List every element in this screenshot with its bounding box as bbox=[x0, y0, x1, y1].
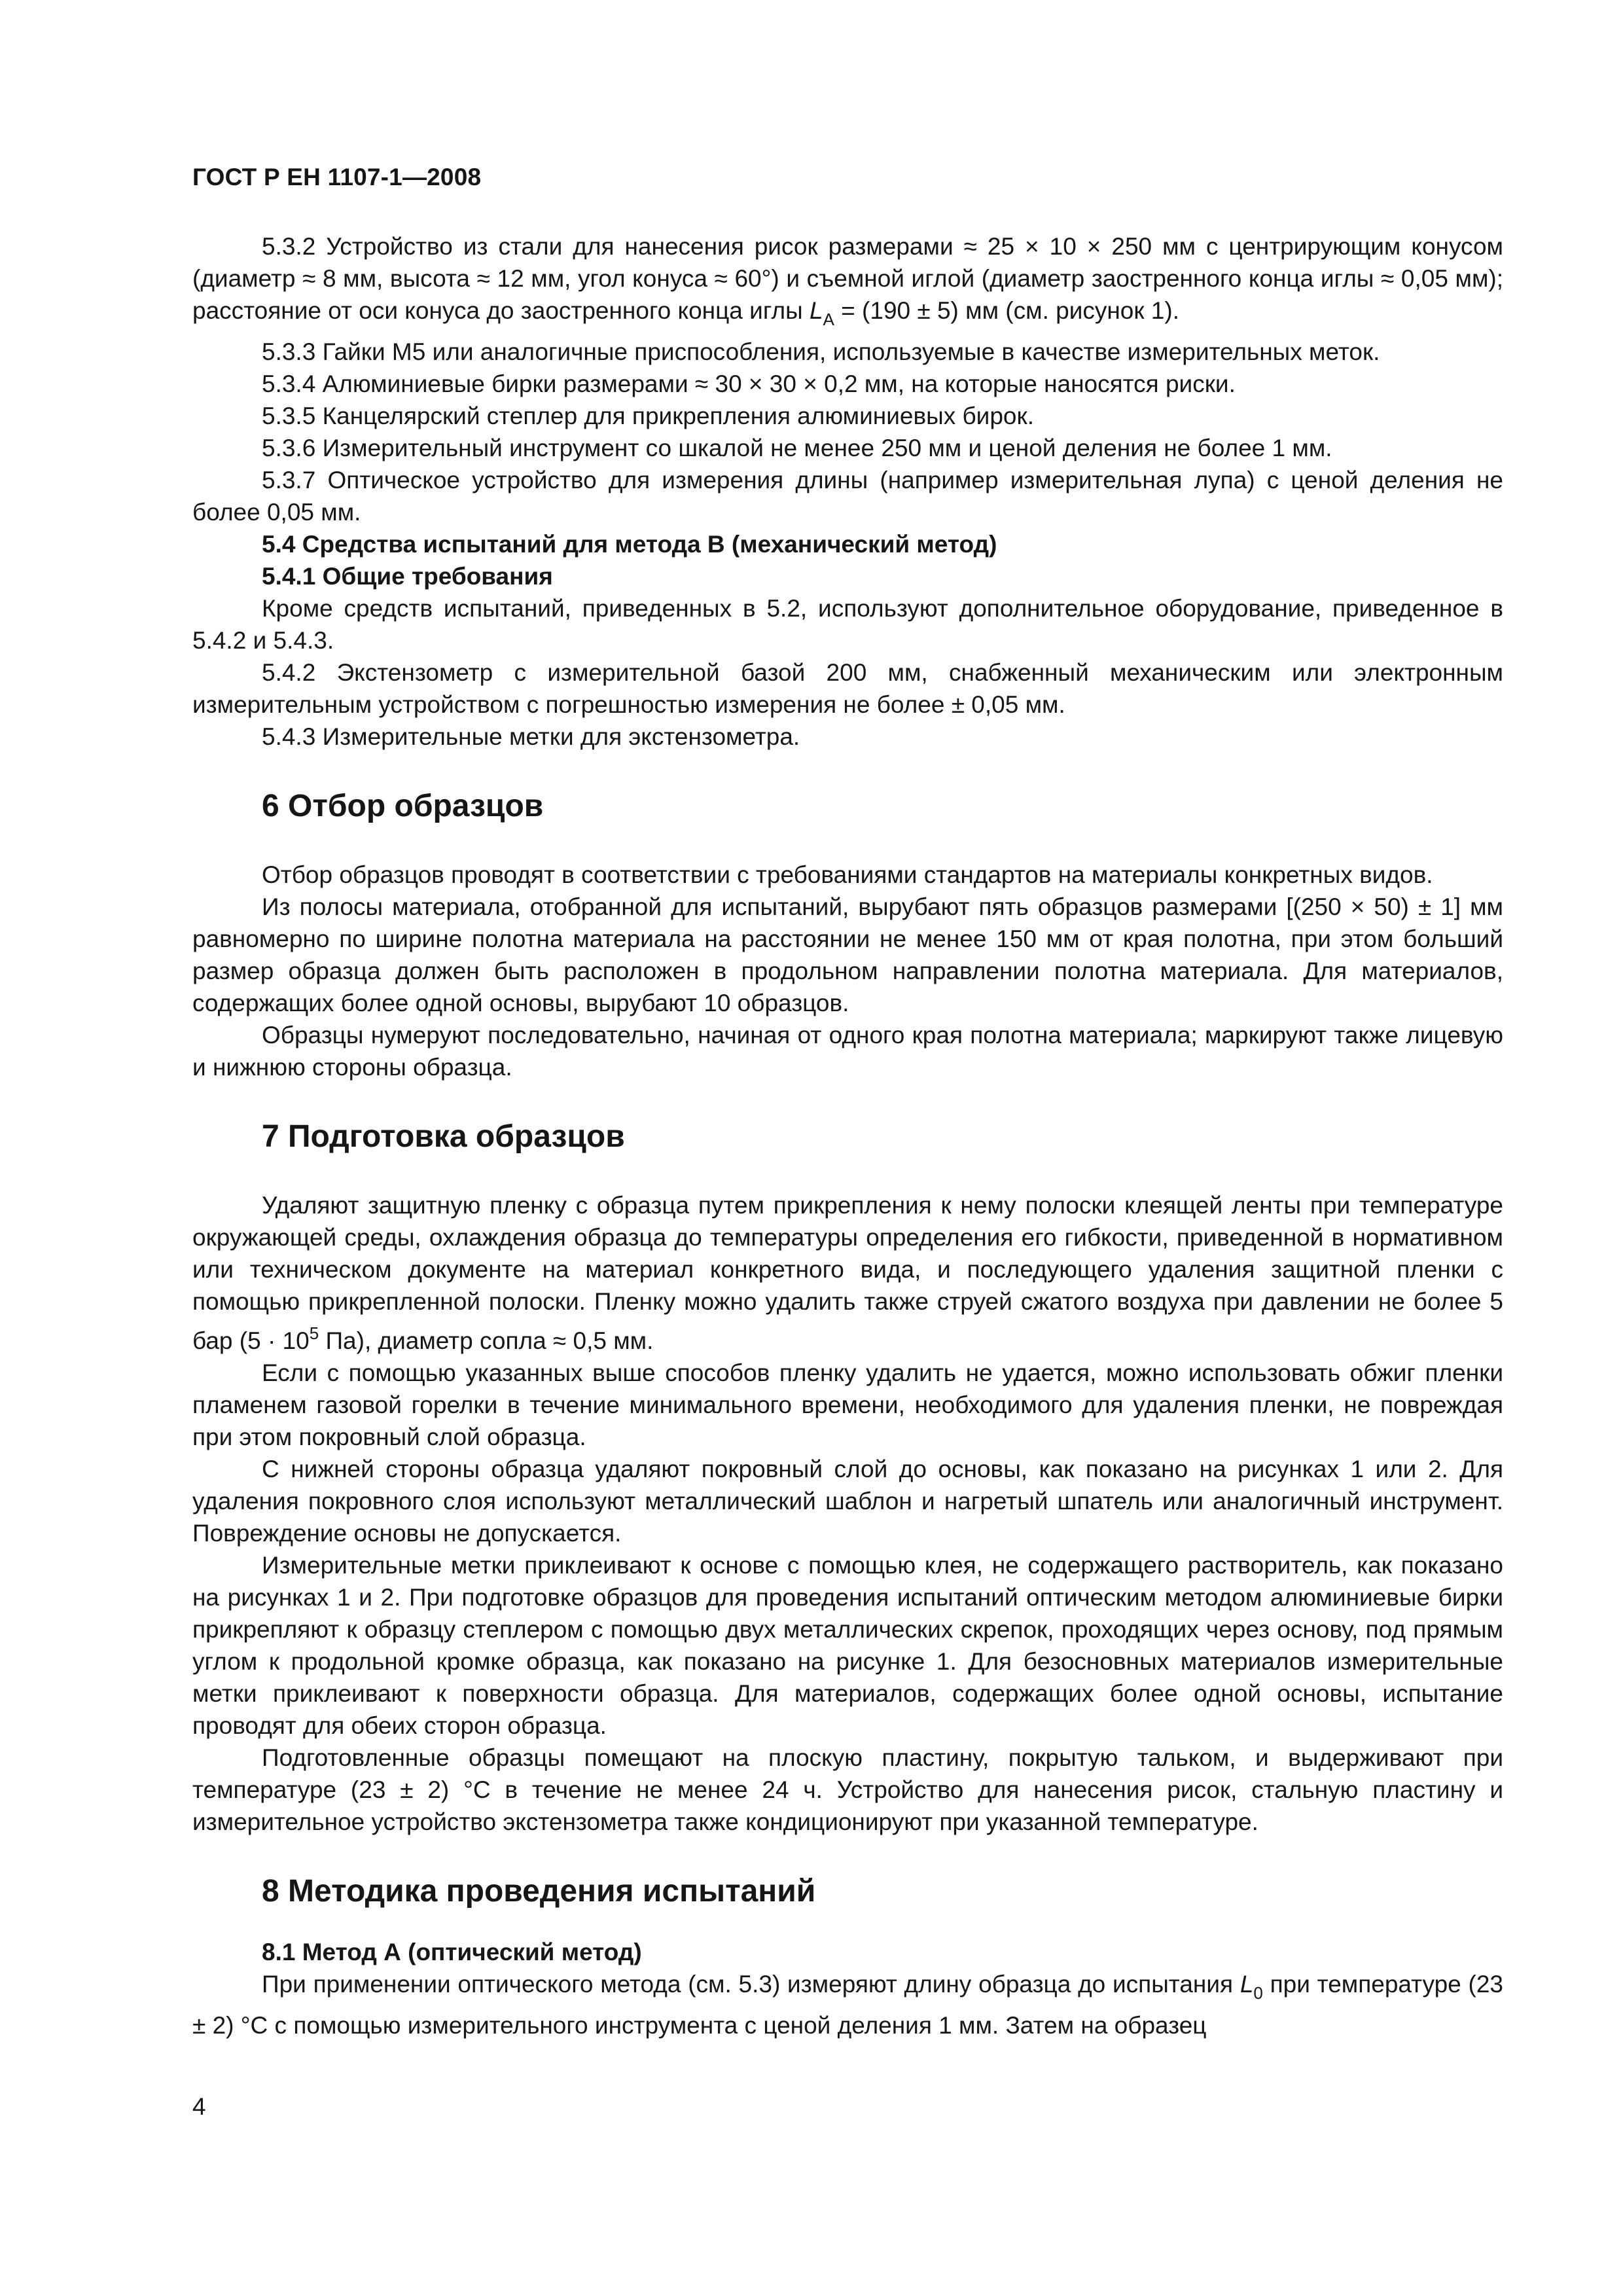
paragraph-7-4: Измерительные метки приклеивают к основе с помощью клея, не содержащего растворитель, как показано на рисунках 1 и 2. При подготовке образцов для проведения испытаний оптическим методом алюминиевые бирки прикрепляют к образцу степлером с помощью двух металлических скрепок, проходящих через основу, под прямым углом к продольной кромке образца, как показано на рисунке 1. Для безосновных материалов измерительные метки приклеивают к поверхности образца. Для материалов, содержащих более одной основы, испытание проводят для обеих сторон образца. bbox=[192, 1552, 1503, 1739]
paragraph-5-3-3: 5.3.3 Гайки М5 или аналогичные приспособления, используемые в качестве измерительных меток. bbox=[262, 338, 1380, 365]
paragraph-7-1: Удаляют защитную пленку с образца путем прикрепления к нему полоски клеящей ленты при температуре окружающей среды, охлаждения образца до температуры определения его гибкости, приведенной в нормативном или техническом документе на материал конкретного вида, и последующего удаления защитной пленки с помощью прикрепленной полоски. Пленку можно удалить также струей сжатого воздуха при давлении не более 5 бар ($5 \cdot 10^5$ Па), диаметр сопла ≈ 0,5 мм. bbox=[192, 1192, 1503, 1354]
paragraph-6-1: Отбор образцов проводят в соответствии с требованиями стандартов на материалы конкретных видов. bbox=[262, 861, 1433, 888]
paragraph-6-3: Образцы нумеруют последовательно, начиная от одного края полотна материала; маркируют также лицевую и нижнюю стороны образца. bbox=[192, 1022, 1503, 1081]
paragraph-5-3-2: 5.3.2 Устройство из стали для нанесения рисок размерами ≈ 25 × 10 × 250 мм с центрирующим конусом (диаметр ≈ 8 мм, высота ≈ 12 мм, угол конуса ≈ 60°) и съемной иглой (диаметр заостренного конца иглы ≈ 0,05 мм); расстояние от оси конуса до заостренного конца иглы $L_A = (190 \pm 5)$ мм (см. рисунок 1). bbox=[192, 233, 1503, 329]
document-body bbox=[192, 230, 1503, 2041]
heading-8-1: 8.1 Метод А (оптический метод) bbox=[262, 1939, 642, 1965]
paragraph-8-1: При применении оптического метода (см. 5.3) измеряют длину образца до испытания $L_0$ при температуре (23 ± 2) °С с помощью измерительного инструмента с ценой деления 1 мм. Затем на образец bbox=[192, 1971, 1503, 2039]
paragraph-5-4-1: Кроме средств испытаний, приведенных в 5.2, используют дополнительное оборудование, приведенное в 5.4.2 и 5.4.3. bbox=[192, 595, 1503, 654]
paragraph-7-3: С нижней стороны образца удаляют покровный слой до основы, как показано на рисунках 1 или 2. Для удаления покровного слоя используют металлический шаблон и нагретый шпатель или аналогичный инструмент. Повреждение основы не допускается. bbox=[192, 1456, 1503, 1547]
paragraph-5-3-6: 5.3.6 Измерительный инструмент со шкалой не менее 250 мм и ценой деления не более 1 мм. bbox=[262, 435, 1332, 461]
section-heading-8: 8 Методика проведения испытаний bbox=[262, 1874, 816, 1909]
section-heading-7: 7 Подготовка образцов bbox=[262, 1119, 625, 1154]
paragraph-7-5: Подготовленные образцы помещают на плоскую пластину, покрытую тальком, и выдерживают при температуре (23 ± 2) °С в течение не менее 24 ч. Устройство для нанесения рисок, стальную пластину и измерительное устройство экстензометра также кондиционируют при указанной температуре. bbox=[192, 1744, 1503, 1835]
paragraph-5-3-7: 5.3.7 Оптическое устройство для измерения длины (например измерительная лупа) с ценой деления не более 0,05 мм. bbox=[192, 467, 1503, 526]
paragraph-5-4-3: 5.4.3 Измерительные метки для экстензометра. bbox=[262, 723, 800, 750]
paragraph-5-3-5: 5.3.5 Канцелярский степлер для прикрепления алюминиевых бирок. bbox=[262, 403, 1034, 429]
heading-5-4: 5.4 Средства испытаний для метода В (механический метод) bbox=[262, 531, 997, 558]
paragraph-5-4-2: 5.4.2 Экстензометр с измерительной базой 200 мм, снабженный механическим или электронным измерительным устройством с погрешностью измерения не более ± 0,05 мм. bbox=[192, 659, 1503, 718]
section-heading-6: 6 Отбор образцов bbox=[262, 789, 544, 823]
document-header: ГОСТ Р ЕН 1107-1—2008 bbox=[192, 164, 482, 190]
paragraph-6-2: Из полосы материала, отобранной для испытаний, вырубают пять образцов размерами [(250 × 50) ± 1] мм равномерно по ширине полотна материала на расстоянии не менее 150 мм от края полотна, при этом больший размер образца должен быть расположен в продольном направлении полотна материала. Для материалов, содержащих более одной основы, вырубают 10 образцов. bbox=[192, 893, 1503, 1016]
paragraph-5-3-4: 5.3.4 Алюминиевые бирки размерами ≈ 30 × 30 × 0,2 мм, на которые наносятся риски. bbox=[262, 370, 1236, 397]
heading-5-4-1: 5.4.1 Общие требования bbox=[262, 563, 553, 590]
page-number: 4 bbox=[192, 2093, 206, 2120]
paragraph-7-2: Если с помощью указанных выше способов пленку удалить не удается, можно использовать обжиг пленки пламенем газовой горелки в течение минимального времени, необходимого для удаления пленки, не повреждая при этом покровный слой образца. bbox=[192, 1359, 1503, 1450]
